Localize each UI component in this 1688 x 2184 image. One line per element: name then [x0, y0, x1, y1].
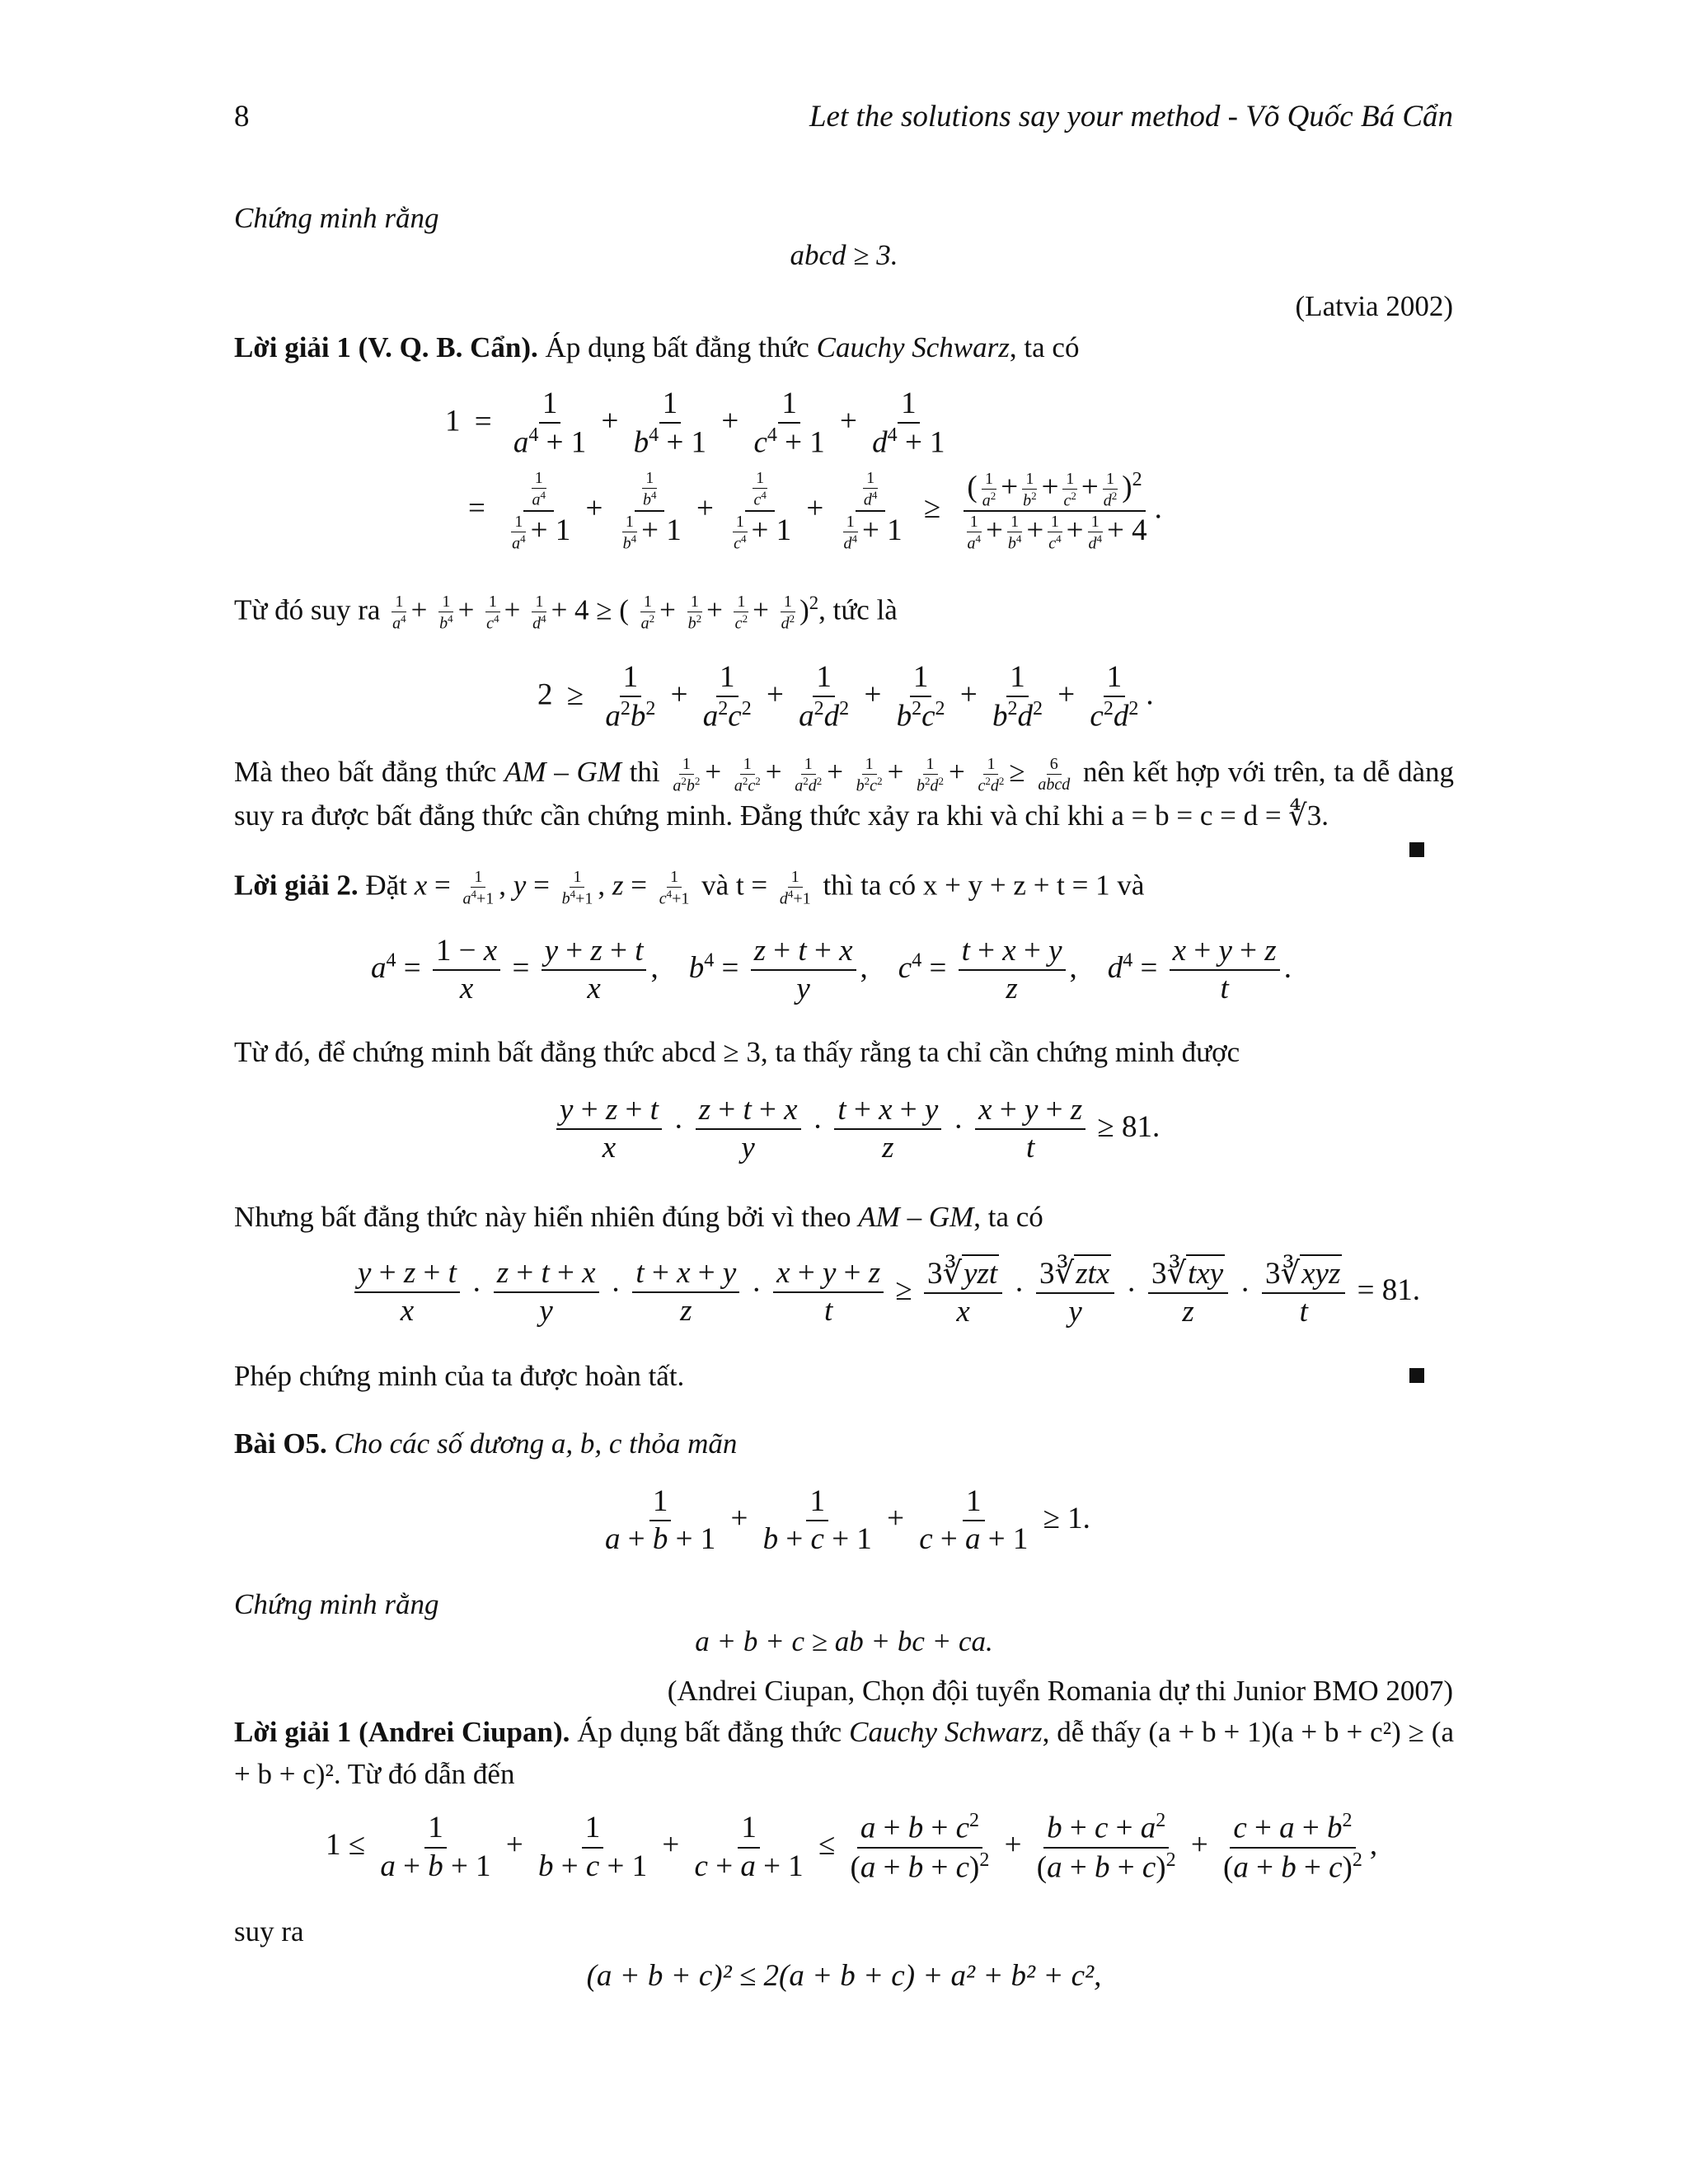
qed-symbol [1409, 842, 1424, 857]
equation-product-81: $\frac{y + z + t}{x}$ · $\frac{z + t + x}{y}$ · $\frac{t + x + y}{z}$ · $\frac{x + y + z}{t}$ ≥ 81. [552, 1092, 1160, 1167]
solution-1-intro: Lời giải 1 (V. Q. B. Cẩn). Áp dụng bất đẳng thức Cauchy Schwarz, ta có [234, 331, 1080, 363]
running-title: Let the solutions say your method - Võ Quốc Bá Cẩn [809, 100, 1453, 134]
equation-problem-condition: $\frac{1}{a + b + 1}$ + $\frac{1}{b + c + 1}$ + $\frac{1}{c + a + 1}$ ≥ 1. [605, 1484, 1090, 1557]
equation-substitution: $a^4$ = $\frac{1 - x}{x}$ = $\frac{y + z + t}{x}$ , $b^4$ = $\frac{z + t + x}{y}$ , $c^4$ = $\frac{t + x + y}{z}$ , $d^4$ = $\frac{x + y + z}{t}$ . [371, 934, 1292, 1006]
problem-claim: a + b + c ≥ ab + bc + ca. [695, 1625, 993, 1657]
equation-ciupan-chain: 1 ≤ $\frac{1}{a + b + 1}$ + $\frac{1}{b + c + 1}$ + $\frac{1}{c + a + 1}$ ≤ $\frac{a + b + c^2}{(a + b + c)^2}$ + $\frac{b + c + a^2}{(a + b + c)^2}$ + $\frac{c + a + b^2}{(a + b + c)^2}$ , [326, 1810, 1378, 1885]
am-gm-paragraph: Mà theo bất đẳng thức AM – GM thì $\frac{1}{a^2b^2}$ + $\frac{1}{a^2c^2}$ + $\frac{1}{a^2d^2}$ + $\frac{1}{b^2c^2}$ + $\frac{1}{b^2d^2}$ + $\frac{1}{c^2d^2}$ ≥ $\frac{6}{\text{abcd}}$ nên kết hợp với trên, ta dễ dàng suy ra được bất đẳng thức cần chứng minh. Đẳng thức xảy ra khi và chỉ khi a = b = c = d = ∜3. [234, 754, 1455, 832]
qed-symbol-2 [1409, 1368, 1424, 1383]
equation-am-gm-chain: $\frac{y + z + t}{x}$ · $\frac{z + t + x}{y}$ · $\frac{t + x + y}{z}$ · $\frac{x + y + z}{t}$ ≥ $\frac{\text{3∛yzt}}{x}$ · $\frac{\text{3∛ztx}}{y}$ · $\frac{\text{3∛txy}}{z}$ · $\frac{\text{3∛xyz}}{t}$ = 81. [350, 1254, 1420, 1331]
proof-done-text: Phép chứng minh của ta được hoàn tất. [234, 1360, 685, 1392]
solution-2-label: Lời giải 2. [234, 869, 359, 902]
suy-ra-text: suy ra [234, 1915, 304, 1947]
page-number: 8 [234, 100, 250, 134]
prove-intro: Chứng minh rằng [234, 202, 439, 234]
problem-source: (Andrei Ciupan, Chọn đội tuyển Romania dự thi Junior BMO 2007) [667, 1675, 1453, 1707]
problem-label: Bài O5. [234, 1427, 327, 1460]
problem-o5: Bài O5. Cho các số dương a, b, c thỏa mãn [234, 1427, 738, 1460]
solution-2-intro: Lời giải 2. Đặt x = $\frac{1}{a^4+1}$ , y = $\frac{1}{b^4+1}$ , z = $\frac{1}{c^4+1}$ và t = $\frac{1}{d^4+1}$ thì ta có x + y + z + t = 1 và [234, 868, 1145, 908]
equation-sum-reciprocals: 1 = $\frac{1}{a^4 + 1}$ + $\frac{1}{b^4 + 1}$ + $\frac{1}{c^4 + 1}$ + $\frac{1}{d^4 + 1}$ [445, 387, 945, 460]
obvious-text: Nhưng bất đẳng thức này hiển nhiên đúng bởi vì theo AM – GM, ta có [234, 1201, 1043, 1233]
solution-1-label: Lời giải 1 (V. Q. B. Cẩn). [234, 331, 538, 363]
equation-two-bound: 2 ≥ $\frac{1}{a^2b^2}$ + $\frac{1}{a^2c^2}$ + $\frac{1}{a^2d^2}$ + $\frac{1}{b^2c^2}$ + $\frac{1}{b^2d^2}$ + $\frac{1}{c^2d^2}$ . [537, 660, 1154, 733]
need-to-prove-text: Từ đó, để chứng minh bất đẳng thức abcd ≥ 3, ta thấy rằng ta chỉ cần chứng minh được [234, 1036, 1240, 1068]
solution-ciupan-label: Lời giải 1 (Andrei Ciupan). [234, 1716, 570, 1748]
deduce-line: Từ đó suy ra $\frac{1}{a^4}$ + $\frac{1}{b^4}$ + $\frac{1}{c^4}$ + $\frac{1}{d^4}$ + 4 ≥ ( $\frac{1}{a^2}$ + $\frac{1}{b^2}$ + $\frac{1}{c^2}$ + $\frac{1}{d^2}$ )$^2$, tức là [234, 593, 898, 633]
claim-abcd: abcd ≥ 3. [790, 239, 898, 271]
solution-ciupan-intro: Lời giải 1 (Andrei Ciupan). Áp dụng bất đẳng thức Cauchy Schwarz, dễ thấy (a + b + 1)(a + b + c²) ≥ (a + b + c)². Từ đó dẫn đến [234, 1716, 1454, 1790]
source-latvia: (Latvia 2002) [1295, 290, 1453, 322]
final-inequality: (a + b + c)² ≤ 2(a + b + c) + a² + b² + c², [586, 1959, 1102, 1993]
equation-cauchy-schwarz: = $\frac{1}{a^4}$ $\frac{1}{a^4}$ + 1 + $\frac{1}{b^4}$ $\frac{1}{b^4}$ + 1 + $\frac{1}{c^4}$ $\frac{1}{c^4}$ + 1 + $\frac{1}{d^4}$ $\frac{1}{d^4}$ + 1 ≥ ( $\frac{1}{a^2}$ + $\frac{1}{b^2}$ + $\frac{1}{c^2}$ + $\frac{1}{d^2}$ )$^2$ $\frac{1}{a^4}$ + $\frac{1}{b^4}$ + $\frac{1}{c^4}$ + $\frac{1}{d^4}$ + 4 . [468, 469, 1162, 553]
prove-intro-2: Chứng minh rằng [234, 1588, 439, 1620]
